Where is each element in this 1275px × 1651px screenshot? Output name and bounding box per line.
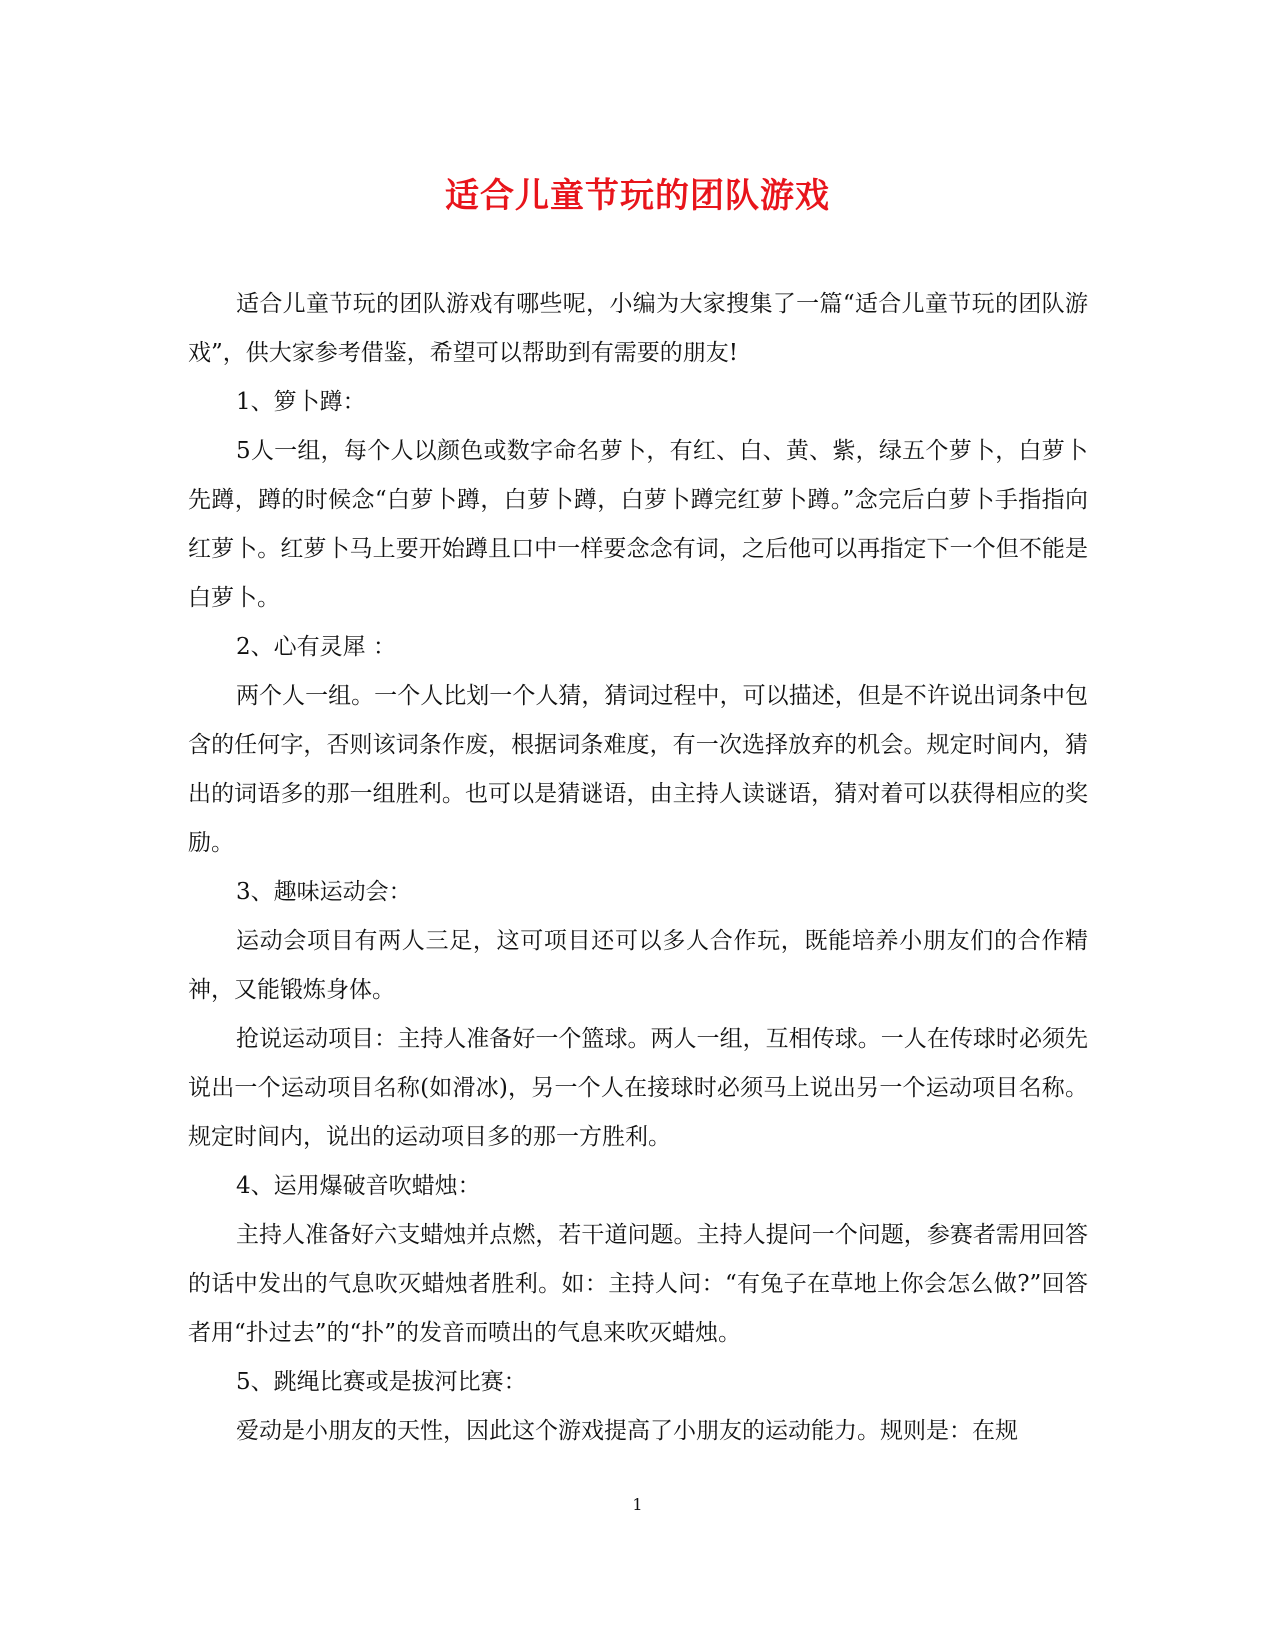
section-heading-1: 1、箩卜蹲： [236,389,366,415]
section-heading-2: 2、心有灵犀 ： [236,634,396,660]
section-heading-3: 3、趣味运动会： [236,879,412,905]
section-5-paragraph: 爱动是小朋友的天性，因此这个游戏提高了小朋友的运动能力。规则是：在规 [236,1418,1018,1444]
section-heading-4: 4、运用爆破音吹蜡烛： [236,1173,481,1199]
section-1-paragraph: 5人一组，每个人以颜色或数字命名萝卜，有红、白、黄、紫，绿五个萝卜，白萝卜先蹲，蹲的时候念“白萝卜蹲，白萝卜蹲，白萝卜蹲完红萝卜蹲。”念完后白萝卜手指指向红萝卜。红萝卜马上要开始蹲且口中一样要念念有词，之后他可以再指定下一个但不能是白萝卜。 [188,438,1088,611]
section-2-paragraph: 两个人一组。一个人比划一个人猜，猜词过程中，可以描述，但是不许说出词条中包含的任何字，否则该词条作废，根据词条难度，有一次选择放弃的机会。规定时间内，猜出的词语多的那一组胜利。也可以是猜谜语，由主持人读谜语，猜对着可以获得相应的奖励。 [188,683,1088,856]
section-heading-5: 5、跳绳比赛或是拔河比赛： [236,1369,527,1395]
section-3-paragraph: 运动会项目有两人三足，这可项目还可以多人合作玩，既能培养小朋友们的合作精神，又能锻炼身体。 [188,928,1088,1003]
section-3-paragraph-2: 抢说运动项目：主持人准备好一个篮球。两人一组，互相传球。一人在传球时必须先说出一个运动项目名称(如滑冰)，另一个人在接球时必须马上说出另一个运动项目名称。规定时间内，说出的运动项目多的那一方胜利。 [188,1026,1088,1150]
section-4-paragraph: 主持人准备好六支蜡烛并点燃，若干道问题。主持人提问一个问题，参赛者需用回答的话中发出的气息吹灭蜡烛者胜利。如：主持人问：“有兔子在草地上你会怎么做?”回答者用“扑过去”的“扑”的发音而喷出的气息来吹灭蜡烛。 [188,1222,1088,1346]
document-body [188,280,1088,1456]
document-title: 适合儿童节玩的团队游戏 [445,176,830,216]
page-number: 1 [632,1495,643,1514]
intro-paragraph: 适合儿童节玩的团队游戏有哪些呢，小编为大家搜集了一篇“适合儿童节玩的团队游戏”，供大家参考借鉴，希望可以帮助到有需要的朋友! [188,291,1088,366]
